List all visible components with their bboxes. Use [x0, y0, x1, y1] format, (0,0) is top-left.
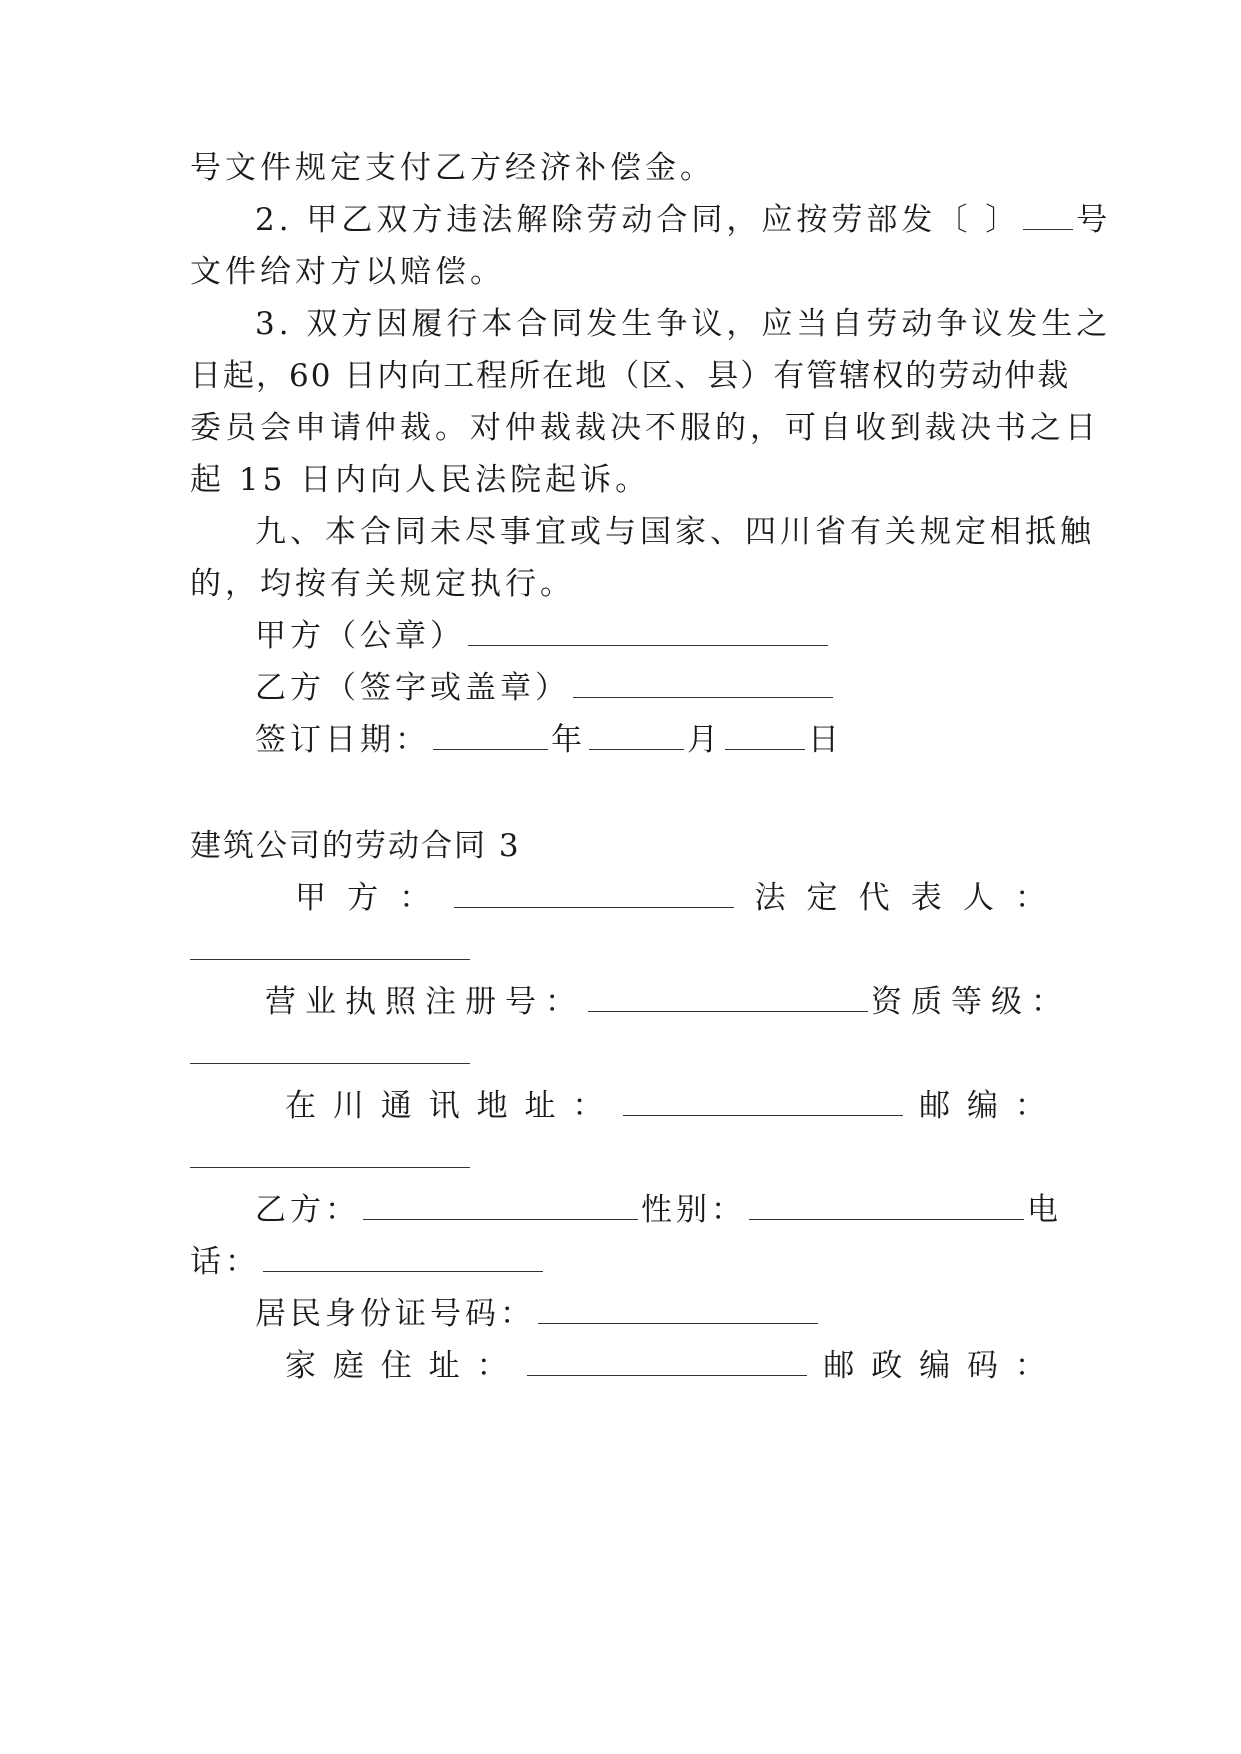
label: 营业执照注册号： [265, 984, 585, 1020]
clause-3-line-1 [255, 304, 1112, 344]
char: ： [476, 1348, 512, 1384]
char: ： [572, 1088, 608, 1124]
party-b-field [363, 1193, 638, 1220]
address-field [623, 1089, 903, 1116]
char: ： [399, 880, 435, 916]
char: 法 [754, 880, 790, 916]
char: 编 [919, 1348, 955, 1384]
text: 起 15 日内向人民法院起诉。 [190, 462, 651, 498]
home-address-line [285, 1346, 1050, 1386]
clause-3-line-4 [190, 460, 1050, 500]
label: 话： [190, 1244, 260, 1280]
label: 居民身份证号码： [255, 1296, 535, 1332]
clause-9-line-2 [190, 564, 1050, 604]
char: 住 [380, 1348, 416, 1384]
gender-field [749, 1193, 1024, 1220]
blank-field [1023, 203, 1073, 230]
party-a-line [295, 878, 1050, 918]
text: 3. 双方因履行本合同发生争议，应当自劳动争议发生之 [255, 306, 1112, 342]
sign-date-line [255, 720, 1050, 760]
char: 代 [858, 880, 894, 916]
label: 资质等级： [871, 984, 1071, 1020]
legal-rep-line [190, 930, 1050, 970]
char: 定 [806, 880, 842, 916]
label: 年 [551, 722, 586, 758]
day-field [725, 723, 805, 750]
year-field [433, 723, 548, 750]
text: 文件给对方以赔偿。 [190, 254, 505, 290]
month-field [589, 723, 684, 750]
phone-field [263, 1245, 543, 1272]
char: 方 [347, 880, 383, 916]
clause-3-line-3 [190, 408, 1100, 448]
qualification-line [190, 1034, 1050, 1074]
char: 人 [962, 880, 998, 916]
license-line [265, 982, 1071, 1022]
label: 性别： [641, 1192, 746, 1228]
text: 的，均按有关规定执行。 [190, 566, 575, 602]
label: 电 [1027, 1192, 1062, 1228]
clause-9-line-1 [255, 512, 1095, 552]
char: 表 [910, 880, 946, 916]
title-text: 建筑公司的劳动合同 3 [190, 828, 521, 864]
party-b-sign-line [255, 668, 1050, 708]
char: 邮 [823, 1348, 859, 1384]
char: 址 [524, 1088, 560, 1124]
char: 讯 [428, 1088, 464, 1124]
char: 通 [380, 1088, 416, 1124]
clause-3-line-2 [190, 356, 1071, 396]
qualification-field [190, 1037, 470, 1064]
section-title [190, 826, 1050, 866]
clause-2-line-1 [255, 200, 1112, 240]
clause-2-line-2 [190, 252, 1050, 292]
char: 甲 [295, 880, 330, 916]
label: 日 [808, 722, 843, 758]
char: 政 [871, 1348, 907, 1384]
char: 码 [967, 1348, 1003, 1384]
paragraph-line [190, 148, 1050, 188]
id-number-field [538, 1297, 818, 1324]
phone-line [190, 1242, 1050, 1282]
license-field [588, 985, 868, 1012]
char: 家 [285, 1348, 320, 1384]
char: 地 [476, 1088, 512, 1124]
party-a-field [454, 881, 734, 908]
char: 庭 [332, 1348, 368, 1384]
party-a-seal-field [468, 619, 828, 646]
char: ： [1014, 880, 1050, 916]
label: 签订日期： [255, 722, 430, 758]
char: ： [1014, 1348, 1050, 1384]
postcode-line [190, 1138, 1050, 1178]
char: 在 [285, 1088, 320, 1124]
party-b-line [255, 1190, 1062, 1230]
char: 编 [967, 1088, 1003, 1124]
text: 2. 甲乙双方违法解除劳动合同，应按劳部发〔 〕 [255, 202, 1021, 238]
text: 九、本合同未尽事宜或与国家、四川省有关规定相抵触 [255, 514, 1095, 550]
char: 川 [332, 1088, 368, 1124]
text: 日起，60 日内向工程所在地（区、县）有管辖权的劳动仲裁 [190, 358, 1071, 394]
char: 邮 [919, 1088, 955, 1124]
party-a-seal-line [255, 616, 1050, 656]
label: 甲方（公章） [255, 618, 465, 654]
label: 月 [687, 722, 722, 758]
home-address-field [527, 1349, 807, 1376]
label: 乙方： [255, 1192, 360, 1228]
address-line [285, 1086, 1050, 1126]
postcode-field [190, 1141, 470, 1168]
text: 委员会申请仲裁。对仲裁裁决不服的，可自收到裁决书之日 [190, 410, 1100, 446]
text: 号文件规定支付乙方经济补偿金。 [190, 150, 715, 186]
label: 乙方（签字或盖章） [255, 670, 570, 706]
legal-rep-field [190, 933, 470, 960]
char: 址 [428, 1348, 464, 1384]
id-number-line [255, 1294, 1050, 1334]
char: ： [1014, 1088, 1050, 1124]
text: 号 [1076, 202, 1112, 238]
party-b-sign-field [573, 671, 833, 698]
